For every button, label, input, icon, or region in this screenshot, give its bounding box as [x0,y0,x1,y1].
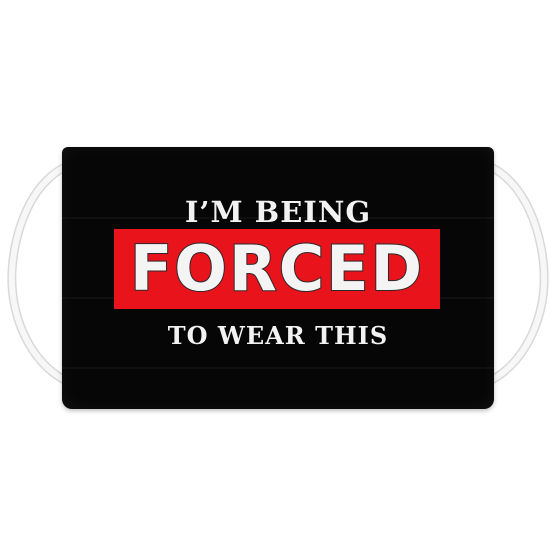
mask-pleat [62,367,494,369]
mask-text-top: I’M BEING [184,195,372,229]
mask-text-bottom: TO WEAR THIS [167,321,389,350]
red-banner [114,229,440,309]
face-mask [62,147,494,409]
banner-text: FORCED [129,232,425,305]
